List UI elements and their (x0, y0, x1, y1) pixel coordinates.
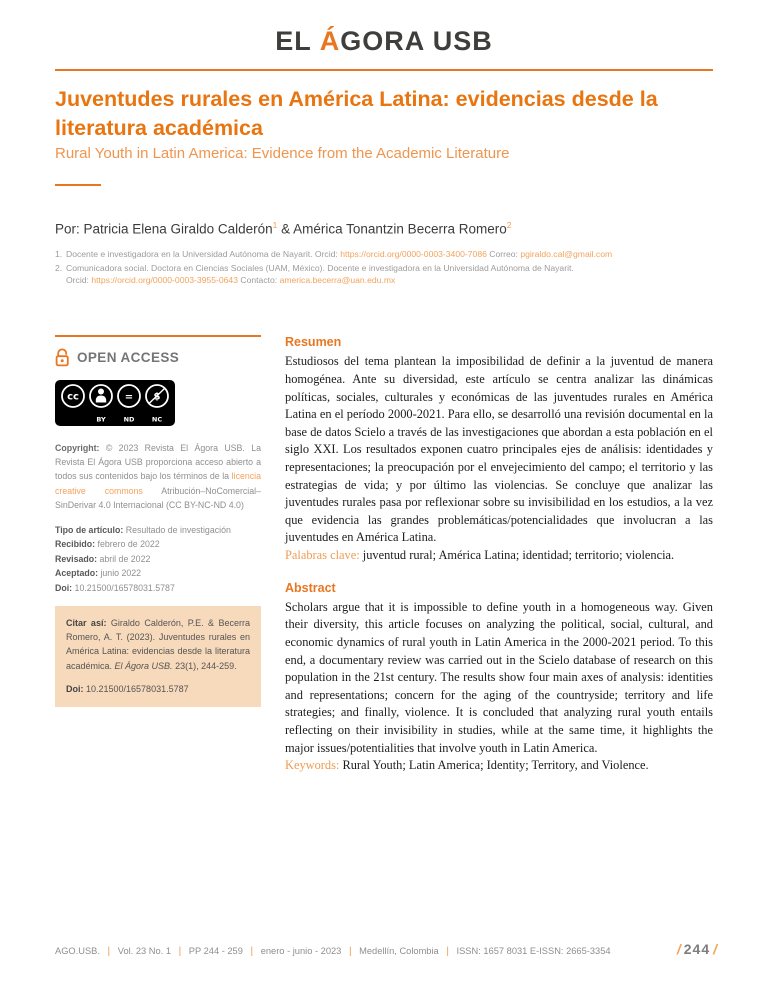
author-2-footnote-marker: 2 (506, 220, 512, 231)
author-1: Patricia Elena Giraldo Calderón (83, 221, 273, 237)
footer-period: enero - junio - 2023 (260, 946, 342, 956)
copyright-notice (55, 441, 261, 511)
footer-separator: | (348, 946, 352, 957)
copyright-label: Copyright: (55, 443, 100, 454)
cite-pages: 23(1), 244-259. (172, 660, 237, 671)
article-title-en: Rural Youth in Latin America: Evidence from the Academic Literature (55, 145, 510, 163)
byline-joiner: & (277, 221, 294, 237)
page-footer (55, 941, 720, 957)
footnote-2-orcid-label: Orcid: (66, 275, 92, 286)
footer-separator: | (178, 946, 182, 957)
footer-separator: | (446, 946, 449, 957)
orcid-link-1[interactable]: https://orcid.org/0000-0003-3400-7086 (340, 248, 487, 259)
open-access-label: OPEN ACCESS (77, 350, 180, 366)
footer-journal-abbrev: AGO.USB. (55, 946, 100, 956)
keywords-en-line (285, 757, 713, 775)
copyright-text-1: © 2023 Revista El Ágora USB. La Revista El Ágora USB proporciona acceso abierto a todos sus contenidos bajo los términos de la (55, 443, 261, 482)
two-column-layout (55, 335, 713, 774)
footnote-1 (55, 248, 713, 261)
footer-pages: PP 244 - 259 (188, 946, 243, 956)
article-type-label: Tipo de artículo: (55, 524, 124, 535)
orcid-link-2[interactable]: https://orcid.org/0000-0003-3955-0643 (91, 275, 238, 286)
author-footnotes (55, 248, 713, 288)
accepted-label: Aceptado: (55, 568, 99, 579)
logo-text-prefix: EL (275, 26, 320, 56)
footer-separator: | (107, 946, 111, 957)
article-type-value: Resultado de investigación (123, 524, 231, 535)
article-metadata (55, 525, 261, 593)
footnote-1-affiliation: Docente e investigadora en la Universidad Autónoma de Nayarit. Orcid: (66, 248, 341, 259)
cite-doi-label: Doi: (66, 684, 84, 695)
footer-volume: Vol. 23 No. 1 (117, 946, 171, 956)
footnote-2 (55, 262, 713, 288)
page-number: 244 (683, 941, 711, 957)
received-label: Recibido: (55, 539, 96, 550)
abstract-heading: Abstract (285, 580, 336, 595)
email-link-2[interactable]: america.becerra@uan.edu.mx (279, 275, 396, 286)
nd-icon-glyph: = (124, 392, 134, 404)
abstracts-column (285, 335, 713, 774)
doi-value: 10.21500/16578031.5787 (72, 582, 175, 593)
footnote-1-marker: 1. (55, 248, 63, 259)
doi-line (55, 583, 261, 593)
open-access-badge (55, 348, 261, 367)
logo-text-suffix: GORA USB (340, 26, 493, 56)
revised-value: abril de 2022 (97, 553, 151, 564)
footnote-1-email-label: Correo: (486, 248, 521, 259)
accepted-line (55, 568, 261, 578)
cite-body: Giraldo Calderón, P.E. & Becerra Romero, A. T. (2023). Juventudes rurales en América Latina: evidencias desde la literatura académica. (66, 617, 251, 671)
footer-journal-info (55, 946, 611, 957)
citation-box (55, 606, 261, 707)
revised-label: Revisado: (55, 553, 98, 564)
footnote-2-marker: 2. (55, 262, 63, 273)
author-1-footnote-marker: 1 (272, 220, 278, 231)
keywords-es-value: juventud rural; América Latina; identidad; territorio; violencia. (359, 548, 675, 563)
cite-journal-name: El Ágora USB. (114, 660, 173, 671)
open-lock-icon (55, 348, 70, 367)
resumen-heading: Resumen (285, 335, 342, 350)
accepted-value: junio 2022 (98, 568, 142, 579)
page-number-slash-right: / (713, 941, 717, 957)
footnote-1-text (66, 248, 713, 261)
cc-label-nd: ND (123, 415, 135, 424)
keywords-es-line (285, 547, 713, 565)
creative-commons-link[interactable]: licencia creative commons (55, 471, 261, 496)
header-rule (55, 69, 713, 71)
footer-separator: | (250, 946, 254, 957)
nc-icon-glyph: $ (153, 391, 161, 403)
keywords-en-label: Keywords: (285, 758, 340, 773)
article-title-es: Juventudes rurales en América Latina: evidencias desde la literatura académica (55, 87, 658, 140)
article-type-line (55, 525, 261, 535)
byline-prefix: Por: (55, 221, 84, 237)
abstract-es-body: Estudiosos del tema plantean la imposibilidad de definir a la juventud de manera homogénea. Ante su diversidad, este artículo se centra analizar las dinámicas políticas, sociales, culturales y económicas de las juventudes rurales en América Latina en el período 2000-2021. Para ello, se desarrolló una revisión documental en la base de datos Scielo a través de las investigaciones que abordan a esta población en el siglo XXI. Los resultados exponen cuatro principales ejes de análisis: identidades y representaciones; la preocupación por el envejecimiento del campo; el territorio y las estrategias de vida; y por último las violencias. Se concluye que analizar las juventudes rurales pasa por reflexionar sobre su invisibilidad en los estudios, a la vez que evidencia las grandes problemáticas/potencialidades que involucran a las juventudes en América Latina. (285, 354, 713, 545)
abstract-en-block (285, 581, 713, 775)
journal-logo (55, 26, 713, 57)
received-line (55, 539, 261, 549)
logo-accent-letter: Á (319, 26, 341, 56)
title-dash-rule (55, 184, 101, 186)
footer-issn: ISSN: 1657 8031 E-ISSN: 2665-3354 (456, 946, 611, 956)
footnote-2-text (66, 262, 713, 288)
cc-icon-glyph: cc (67, 391, 79, 403)
footnote-2-affiliation: Comunicadora social. Doctora en Ciencias Sociales (UAM, México). Docente e investigadora en la Universidad Autónoma de Nayarit. (66, 262, 574, 273)
document-page (55, 0, 713, 775)
citation-text (66, 616, 250, 674)
copyright-text-2: Atribución–NoComercial–SinDerivar 4.0 Internacional (CC BY-NC-ND 4.0) (55, 485, 261, 510)
received-value: febrero de 2022 (95, 539, 160, 550)
author-2: América Tonantzin Becerra Romero (293, 221, 507, 237)
page-number-slash-left: / (676, 941, 681, 957)
email-link-1[interactable]: pgiraldo.cal@gmail.com (520, 248, 613, 259)
keywords-en-value: Rural Youth; Latin America; Identity; Territory, and Violence. (339, 758, 649, 773)
cite-doi-value: 10.21500/16578031.5787 (83, 684, 189, 695)
abstract-en-body: Scholars argue that it is impossible to define youth in a homogeneous way. Given their diversity, this article focuses on analyzing the political, social, cultural, and economic dynamics of rural youth in Latin America in the 2000-2021 period. To this end, a documentary review was carried out in the Scielo database of research on this population in the 21st century. The results show four main axes of analysis: identities and representations; concern for the aging of the countryside; territory and life strategies; and finally, violence. It is concluded that analyzing rural youth entails reflecting on their invisibility in studies, while at the same time, it highlights the major issues/potentialities that involve youth in Latin America. (285, 599, 713, 755)
cc-label-by: BY (96, 415, 106, 424)
cite-label: Citar así: (66, 617, 107, 628)
footer-city: Medellín, Colombia (359, 946, 439, 956)
doi-label: Doi: (55, 582, 73, 593)
cc-label-nc: NC (151, 415, 163, 424)
sidebar-rule (55, 335, 261, 337)
revised-line (55, 554, 261, 564)
citation-doi (66, 682, 250, 696)
byline (55, 220, 713, 237)
cc-license-badge (55, 380, 175, 426)
keywords-es-label: Palabras clave: (285, 548, 360, 563)
metadata-sidebar (55, 335, 261, 774)
page-number-badge (674, 941, 720, 957)
footnote-2-contact-label: Contacto: (238, 275, 280, 286)
